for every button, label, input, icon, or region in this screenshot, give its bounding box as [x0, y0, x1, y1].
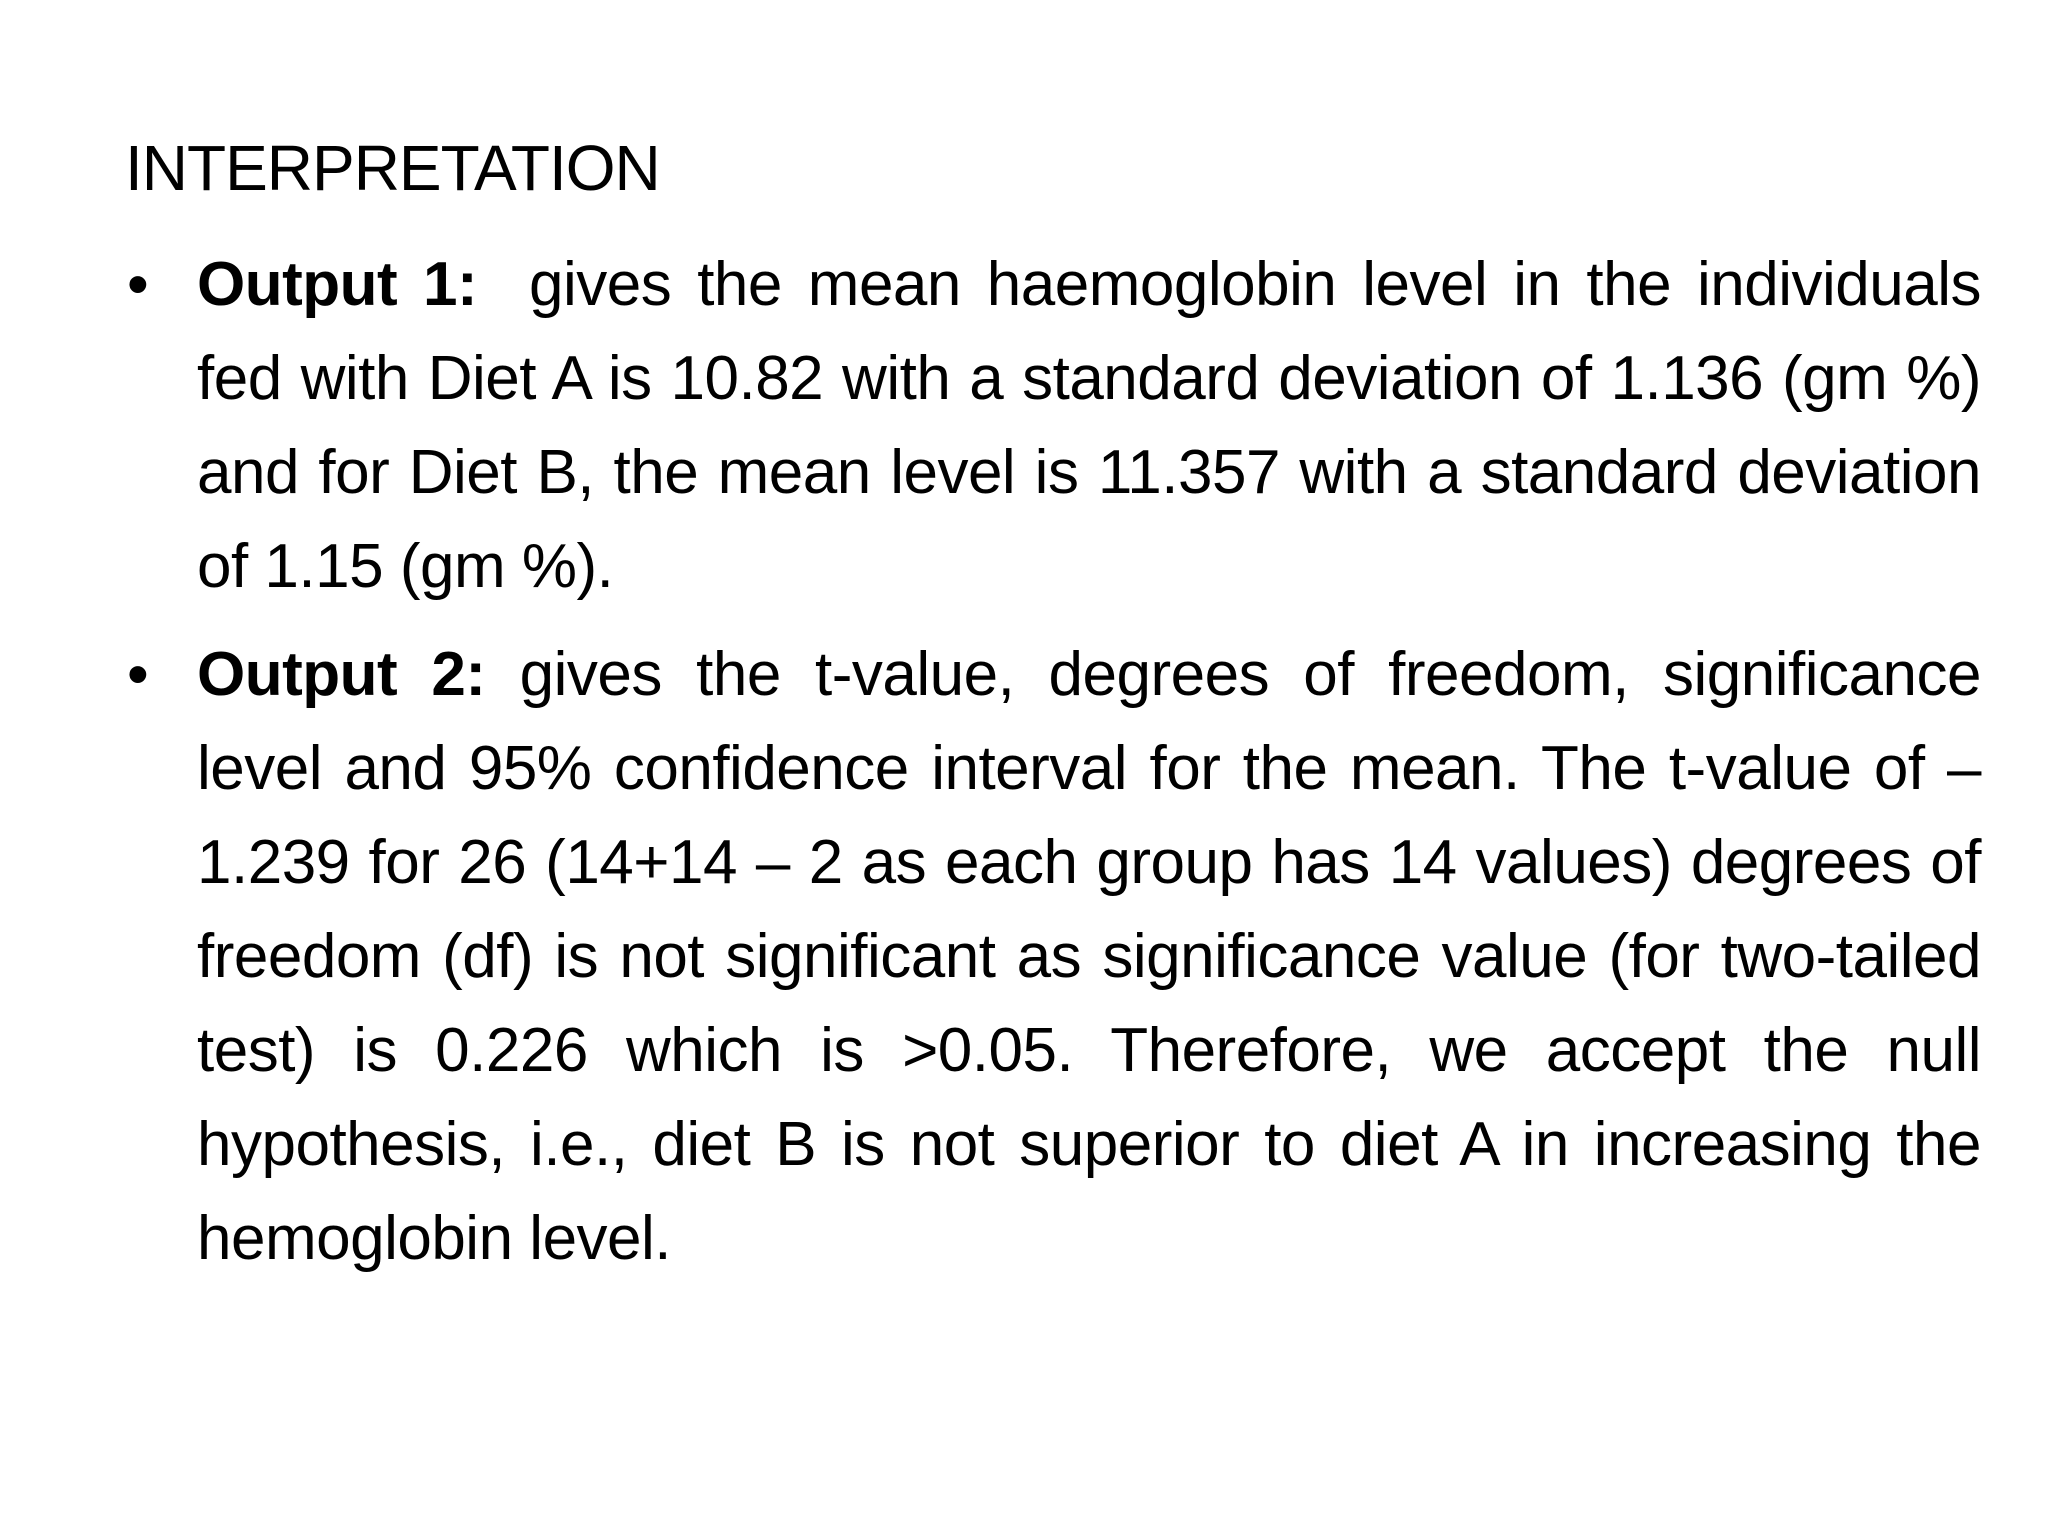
bullet-label: Output 2: — [197, 640, 486, 709]
bullet-text: gives the mean haemoglobin level in the individuals fed with Diet A is 10.82 with a standard deviation of 1.136 (gm %) and for Diet B, the mean level is 11.357 with a standard deviation of 1.15 (gm %). — [197, 250, 1981, 601]
bullet-dot-icon: • — [127, 640, 149, 709]
bullet-list — [125, 238, 1981, 1300]
bullet-item-output-1 — [125, 238, 1981, 614]
bullet-item-output-2 — [125, 628, 1981, 1286]
bullet-text: gives the t-value, degrees of freedom, significance level and 95% confidence interval for the mean. The t-value of –1.239 for 26 (14+14 – 2 as each group has 14 values) degrees of freedom (df) is not significant as significance value (for two-tailed test) is 0.226 which is >0.05. Therefore, we accept the null hypothesis, i.e., diet B is not superior to diet A in increasing the hemoglobin level. — [197, 640, 1981, 1273]
slide-heading: INTERPRETATION — [125, 132, 660, 204]
bullet-label: Output 1: — [197, 250, 478, 319]
bullet-dot-icon: • — [127, 250, 149, 319]
